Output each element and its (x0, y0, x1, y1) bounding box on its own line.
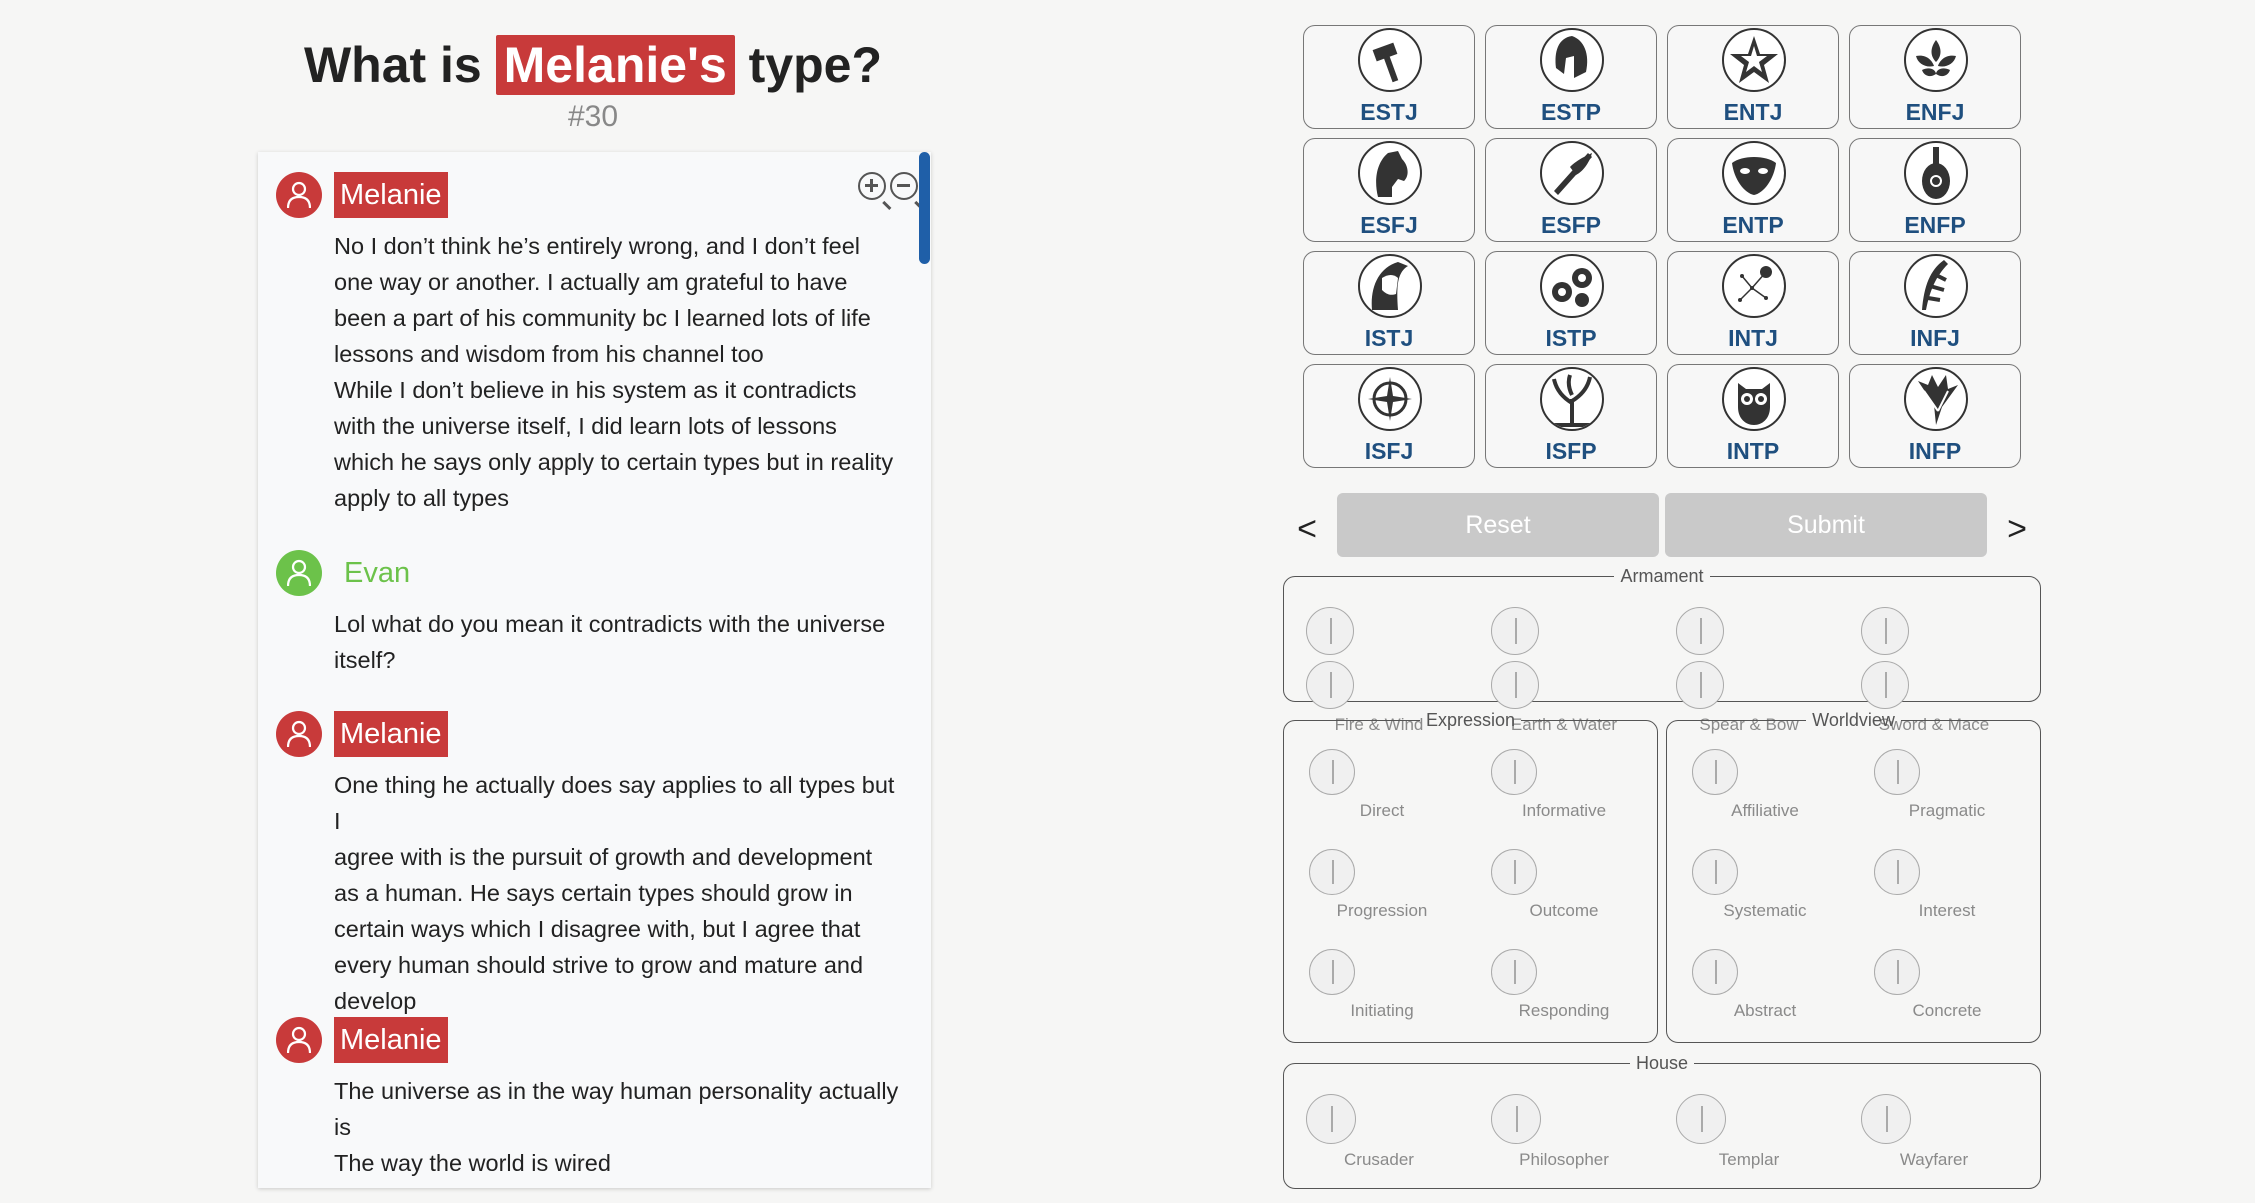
progression-icon (1309, 849, 1355, 895)
type-card-estj[interactable] (1303, 25, 1475, 129)
option-label: Earth & Water (1510, 715, 1618, 734)
abstract-icon (1692, 949, 1738, 995)
option-label: Concrete (1912, 1001, 1982, 1020)
crusader-icon (1306, 1094, 1356, 1144)
wayfarer-icon (1861, 1094, 1911, 1144)
hooded-figure-icon (1358, 254, 1422, 318)
option-label: Spear & Bow (1699, 715, 1799, 734)
mask-icon (1722, 141, 1786, 205)
type-label: ENTP (1722, 212, 1784, 238)
star-icon (1722, 28, 1786, 92)
type-card-enfp[interactable] (1849, 138, 2021, 242)
user-icon (287, 559, 311, 587)
message-sender: Melanie (334, 172, 448, 218)
option-label: Interest (1918, 901, 1976, 920)
option-abstract[interactable] (1690, 949, 1840, 1021)
type-label: ISTP (1545, 325, 1597, 351)
expression-legend: Expression (1425, 710, 1516, 730)
option-label: Crusader (1344, 1150, 1414, 1169)
direct-icon (1309, 749, 1355, 795)
option-progression[interactable] (1307, 849, 1457, 921)
type-card-istj[interactable] (1303, 251, 1475, 355)
option-label: Responding (1518, 1001, 1610, 1020)
message-text: The universe as in the way human personality actually is The way the world is wired (334, 1078, 899, 1176)
pragmatic-icon (1874, 749, 1920, 795)
question-number: #30 (567, 100, 619, 133)
type-label: ISFJ (1364, 438, 1414, 464)
page-title (258, 30, 928, 100)
type-card-enfj[interactable] (1849, 25, 2021, 129)
type-label: ISFP (1545, 438, 1597, 464)
templar-icon (1676, 1094, 1726, 1144)
option-responding[interactable] (1489, 949, 1639, 1021)
option-affiliative[interactable] (1690, 749, 1840, 821)
type-label: ENTJ (1723, 99, 1783, 125)
type-card-infj[interactable] (1849, 251, 2021, 355)
option-crusader[interactable] (1304, 1094, 1454, 1170)
type-card-istp[interactable] (1485, 251, 1657, 355)
title-suffix: type? (748, 37, 883, 93)
worldview-group (1666, 710, 2041, 1043)
horse-head-icon (1358, 141, 1422, 205)
wind-icon (1306, 661, 1354, 709)
lute-icon (1904, 141, 1968, 205)
option-label: Fire & Wind (1334, 715, 1424, 734)
submit-button[interactable]: Submit (1665, 493, 1987, 557)
type-label: INFJ (1910, 325, 1960, 351)
next-arrow-icon[interactable]: > (2007, 510, 2027, 548)
type-label: ENFJ (1905, 99, 1965, 125)
affiliative-icon (1692, 749, 1738, 795)
house-group (1283, 1053, 2041, 1189)
type-card-entp[interactable] (1667, 138, 1839, 242)
constellation-icon (1722, 254, 1786, 318)
type-card-intp[interactable] (1667, 364, 1839, 468)
message-text: One thing he actually does say applies to all types but I agree with is the pursuit of growth and development as a human. He says certain types should grow in certain ways which I disagree with, but I agree that every human should strive to grow and mature and develop (334, 772, 895, 1014)
feather-pen-icon (1904, 254, 1968, 318)
option-label: Outcome (1529, 901, 1599, 920)
zoom-in-icon[interactable] (858, 172, 886, 200)
wave-icon (1491, 661, 1539, 709)
title-name-highlight: Melanie's (496, 35, 735, 95)
option-direct[interactable] (1307, 749, 1457, 821)
message-text: Lol what do you mean it contradicts with the universe itself? (334, 611, 886, 673)
outcome-icon (1491, 849, 1537, 895)
user-icon (287, 181, 311, 209)
zoom-out-icon[interactable] (890, 172, 918, 200)
option-label: Sword & Mace (1878, 715, 1990, 734)
type-card-isfp[interactable] (1485, 364, 1657, 468)
compass-icon (1358, 367, 1422, 431)
type-card-estp[interactable] (1485, 25, 1657, 129)
option-label: Systematic (1723, 901, 1807, 920)
type-label: ESTP (1540, 99, 1602, 125)
chat-panel[interactable] (258, 152, 931, 1188)
avatar (276, 172, 322, 218)
spartan-helmet-icon (1540, 28, 1604, 92)
expression-group (1283, 710, 1658, 1043)
informative-icon (1491, 749, 1537, 795)
avatar (276, 711, 322, 757)
lotus-icon (1904, 28, 1968, 92)
gears-icon (1540, 254, 1604, 318)
type-card-esfp[interactable] (1485, 138, 1657, 242)
option-outcome[interactable] (1489, 849, 1639, 921)
mace-icon (1861, 661, 1909, 709)
avatar (276, 550, 322, 596)
option-pragmatic[interactable] (1872, 749, 2022, 821)
option-wayfarer[interactable] (1859, 1094, 2009, 1170)
type-label: INTP (1726, 438, 1780, 464)
owl-icon (1722, 367, 1786, 431)
option-label: Abstract (1733, 1001, 1797, 1020)
type-label: INTJ (1728, 325, 1778, 351)
concrete-icon (1874, 949, 1920, 995)
option-label: Progression (1336, 901, 1428, 920)
systematic-icon (1692, 849, 1738, 895)
spear-icon (1676, 607, 1724, 655)
type-label: ESFP (1540, 212, 1602, 238)
option-label: Informative (1521, 801, 1607, 820)
type-label: INFP (1908, 438, 1962, 464)
message-sender: Melanie (334, 711, 448, 757)
option-label: Pragmatic (1908, 801, 1986, 820)
message-sender: Evan (344, 557, 411, 589)
avatar (276, 1017, 322, 1063)
option-label: Philosopher (1519, 1150, 1609, 1169)
reset-button[interactable]: Reset (1337, 493, 1659, 557)
option-systematic[interactable] (1690, 849, 1840, 921)
option-informative[interactable] (1489, 749, 1639, 821)
mountain-icon (1491, 607, 1539, 655)
chat-scrollbar[interactable] (919, 152, 930, 264)
option-initiating[interactable] (1307, 949, 1457, 1021)
type-card-intj[interactable] (1667, 251, 1839, 355)
title-prefix: What is (303, 37, 482, 93)
type-card-isfj[interactable] (1303, 364, 1475, 468)
type-card-entj[interactable] (1667, 25, 1839, 129)
fire-icon (1306, 607, 1354, 655)
type-card-esfj[interactable] (1303, 138, 1475, 242)
message-sender: Melanie (334, 1017, 448, 1063)
armament-legend: Armament (1620, 566, 1704, 586)
type-label: ESFJ (1360, 212, 1418, 238)
type-label: ESTJ (1360, 99, 1418, 125)
gavel-icon (1358, 28, 1422, 92)
worldview-legend: Worldview (1812, 710, 1895, 730)
option-philosopher[interactable] (1489, 1094, 1639, 1170)
user-icon (287, 720, 311, 748)
option-label: Direct (1359, 801, 1405, 820)
type-label: ENFP (1904, 212, 1966, 238)
message-text: No I don’t think he’s entirely wrong, and I don’t feel one way or another. I actually am grateful to have been a part of his community bc I learned lots of life lessons and wisdom from his channel too While I don’t believe in his system as it contradicts with the universe itself, I did learn lots of lessons which he says only apply to certain types but in reality apply to all types (334, 233, 894, 511)
bow-icon (1676, 661, 1724, 709)
option-interest[interactable] (1872, 849, 2022, 921)
option-templar[interactable] (1674, 1094, 1824, 1170)
type-label: ISTJ (1364, 325, 1414, 351)
type-card-infp[interactable] (1849, 364, 2021, 468)
user-icon (287, 1026, 311, 1054)
sword-icon (1861, 607, 1909, 655)
phoenix-icon (1904, 367, 1968, 431)
philosopher-icon (1491, 1094, 1541, 1144)
house-legend: House (1635, 1053, 1689, 1073)
option-label: Initiating (1350, 1001, 1414, 1020)
option-label: Templar (1718, 1150, 1780, 1169)
responding-icon (1491, 949, 1537, 995)
option-concrete[interactable] (1872, 949, 2022, 1021)
interest-icon (1874, 849, 1920, 895)
prev-arrow-icon[interactable]: < (1297, 510, 1317, 548)
option-label: Affiliative (1731, 801, 1799, 820)
quill-icon (1540, 141, 1604, 205)
option-label: Wayfarer (1899, 1150, 1969, 1169)
tree-icon (1540, 367, 1604, 431)
initiating-icon (1309, 949, 1355, 995)
